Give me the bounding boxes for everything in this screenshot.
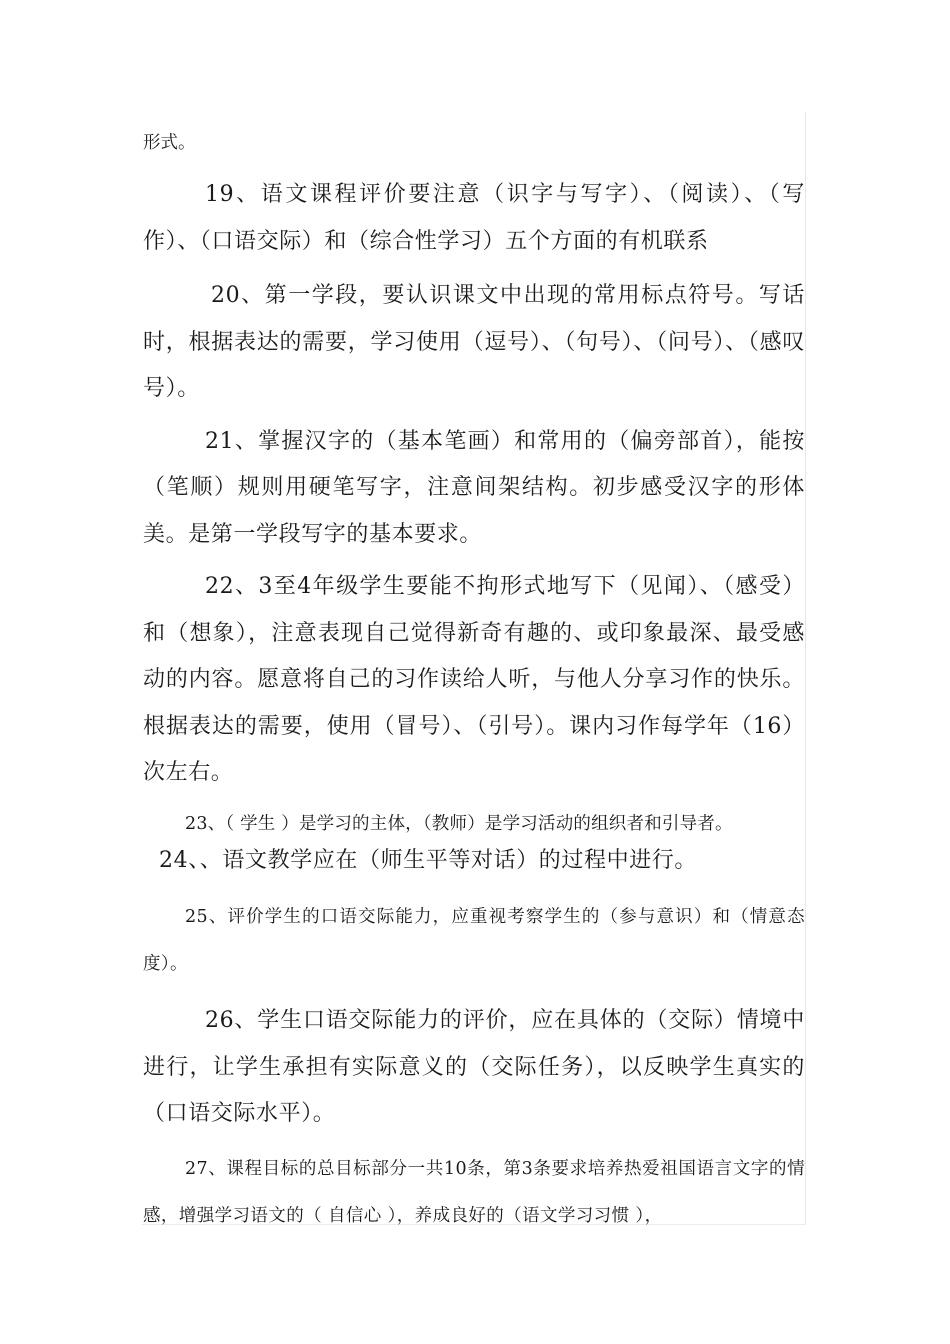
paragraph-22: 22、3至4年级学生要能不拘形式地写下（见闻）、（感受）和（想象），注意表现自己觉得新奇有趣的、或印象最深、最受感动的内容。愿意将自己的习作读给人听，与他人分享习作的快乐。根据表达的需要，使用（冒号）、（引号）。课内习作每学年（16）次左右。: [143, 574, 805, 785]
paragraph-19: 19、语文课程评价要注意（识字与写字）、（阅读）、（写作）、（口语交际）和（综合性学习）五个方面的有机联系: [143, 182, 805, 254]
paragraph-24: 24、、语文教学应在（师生平等对话）的过程中进行。: [159, 847, 697, 873]
paragraph-23: 23、（ 学生 ）是学习的主体，（教师）是学习活动的组织者和引导者。: [185, 813, 733, 834]
paragraph-27: 27、课程目标的总目标部分一共10条，第3条要求培养热爱祖国语言文字的情感，增强学习语文的（ 自信心 ），养成良好的（语文学习习惯 ），: [143, 1158, 805, 1226]
paragraph-20: 20、第一学段，要认识课文中出现的常用标点符号。写话时，根据表达的需要，学习使用（逗号）、（句号）、（问号）、（感叹号）。: [143, 283, 805, 401]
paragraph-26: 26、学生口语交际能力的评价，应在具体的（交际）情境中进行，让学生承担有实际意义的（交际任务），以反映学生真实的（口语交际水平）。: [143, 1008, 805, 1126]
document-body: [143, 118, 805, 1240]
paragraph-continuation: 形式。: [143, 133, 196, 153]
page-right-border: [805, 112, 806, 1224]
paragraph-21: 21、掌握汉字的（基本笔画）和常用的（偏旁部首），能按（笔顺）规则用硬笔写字，注意间架结构。初步感受汉字的形体美。是第一学段写字的基本要求。: [143, 428, 805, 547]
paragraph-25: 25、评价学生的口语交际能力，应重视考察学生的（参与意识）和（情意态度）。: [143, 907, 805, 974]
